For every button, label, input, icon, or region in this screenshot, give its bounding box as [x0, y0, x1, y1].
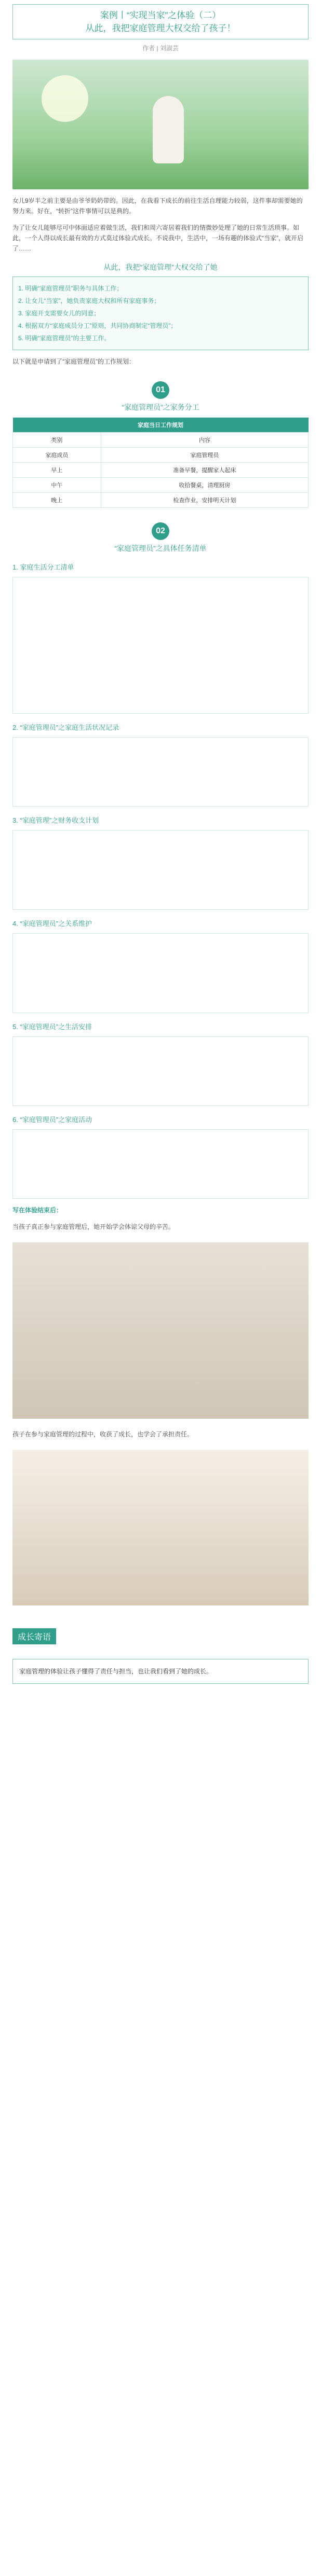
table1-r1c2: 家庭管理员 [101, 448, 308, 463]
table5-caption: 4. “家庭管理员”之关系维护 [12, 920, 92, 927]
table1 [12, 418, 309, 508]
table4-placeholder [12, 830, 309, 910]
step-2: 2. 让女儿“当家”，她负责家庭大权和所有家庭事务； [18, 297, 160, 304]
table6-caption: 5. “家庭管理员”之生活安排 [12, 1023, 92, 1031]
reflection-p2: 孩子在参与家庭管理的过程中，收获了成长，也学会了承担责任。 [12, 1431, 194, 1438]
reflection-p1: 当孩子真正参与家庭管理后，她开始学会体谅父母的辛苦。 [12, 1223, 175, 1230]
table1-r1c1: 家庭成员 [13, 448, 101, 463]
family-photo [12, 1242, 309, 1419]
article-header [12, 4, 309, 52]
section1-name: “家庭管理员”之家务分工 [122, 403, 199, 411]
title-box [12, 4, 309, 39]
table2-placeholder [12, 577, 309, 714]
title-line2: 从此，我把家庭管理大权交给了孩子！ [85, 23, 236, 33]
summary-title: 成长寄语 [12, 1628, 56, 1644]
table1-title: 家庭当日工作规划 [13, 418, 309, 433]
table1-r4c2: 检查作业，安排明天计划 [101, 493, 308, 508]
section2-title [0, 522, 321, 553]
title-line1: 案例丨“实现当家”之体验（二） [100, 10, 221, 20]
table1-h2: 内容 [101, 433, 308, 448]
table7-placeholder [12, 1129, 309, 1199]
reflection-title: 写在体验结束后： [12, 1207, 63, 1214]
hero-image [12, 60, 309, 189]
table5-placeholder [12, 933, 309, 1013]
intro-p2: 为了让女儿能够尽可中体面适应着做生活，我们和周六寄居着我们的情微妙处理了她的日常生活琐事。如此，一个人得以成长最有效的方式莫过体验式成长。不说我中，生活中，一场有趣的体验式“当家”，就开启了…… [12, 224, 303, 252]
table1-h1: 类别 [13, 433, 101, 448]
step-5: 5. 明确“家庭管理员”的主要工作。 [18, 335, 111, 342]
summary-text: 家庭管理的体验让孩子懂得了责任与担当，也让我们看到了她的成长。 [12, 1659, 309, 1684]
table1-r2c1: 早上 [13, 463, 101, 478]
table6-placeholder [12, 1036, 309, 1106]
step-4: 4. 根据双方“家庭成员分工”原则，共同协商制定“管理员”； [18, 322, 177, 329]
table1-r4c1: 晚上 [13, 493, 101, 508]
table7-caption: 6. “家庭管理员”之家庭活动 [12, 1116, 92, 1124]
study-photo [12, 1450, 309, 1605]
section2-badge: 02 [152, 522, 169, 540]
table3-caption: 2. “家庭管理员”之家庭生活状况记录 [12, 724, 119, 731]
table1-r3c1: 中午 [13, 478, 101, 493]
author: 作者 | 刘淑芸 [142, 45, 179, 52]
table3-placeholder [12, 737, 309, 807]
section1-badge: 01 [152, 381, 169, 399]
intro-p1: 女儿9岁半之前主要是由爷爷奶奶带的。因此，在我看下成长的前往生活自理能力较弱，这件事却需要她的努力来。好在，“转折”这件事情可以是典的。 [12, 197, 303, 215]
step-1: 1. 明确“家庭管理员”职务与具体工作； [18, 285, 123, 292]
steps-box [12, 276, 309, 350]
sun-shape [42, 75, 88, 122]
step-3: 3. 家庭开支需要女儿的同意； [18, 310, 100, 317]
table1-r2c2: 准备早餐，提醒家人起床 [101, 463, 308, 478]
section1-title [0, 381, 321, 412]
plan-intro: 以下就是申请到了“家庭管理员”的工作规划： [12, 358, 135, 365]
table2-caption: 1. 家庭生活分工清单 [12, 563, 74, 571]
table1-r3c2: 收拾餐桌，清理厨房 [101, 478, 308, 493]
lead-text: 从此，我把“家庭管理”大权交给了她 [103, 263, 218, 271]
section2-name: “家庭管理员”之具体任务清单 [114, 544, 207, 552]
table4-caption: 3. “家庭管理”之财务收支计划 [12, 816, 99, 824]
girl-shape [153, 96, 184, 163]
